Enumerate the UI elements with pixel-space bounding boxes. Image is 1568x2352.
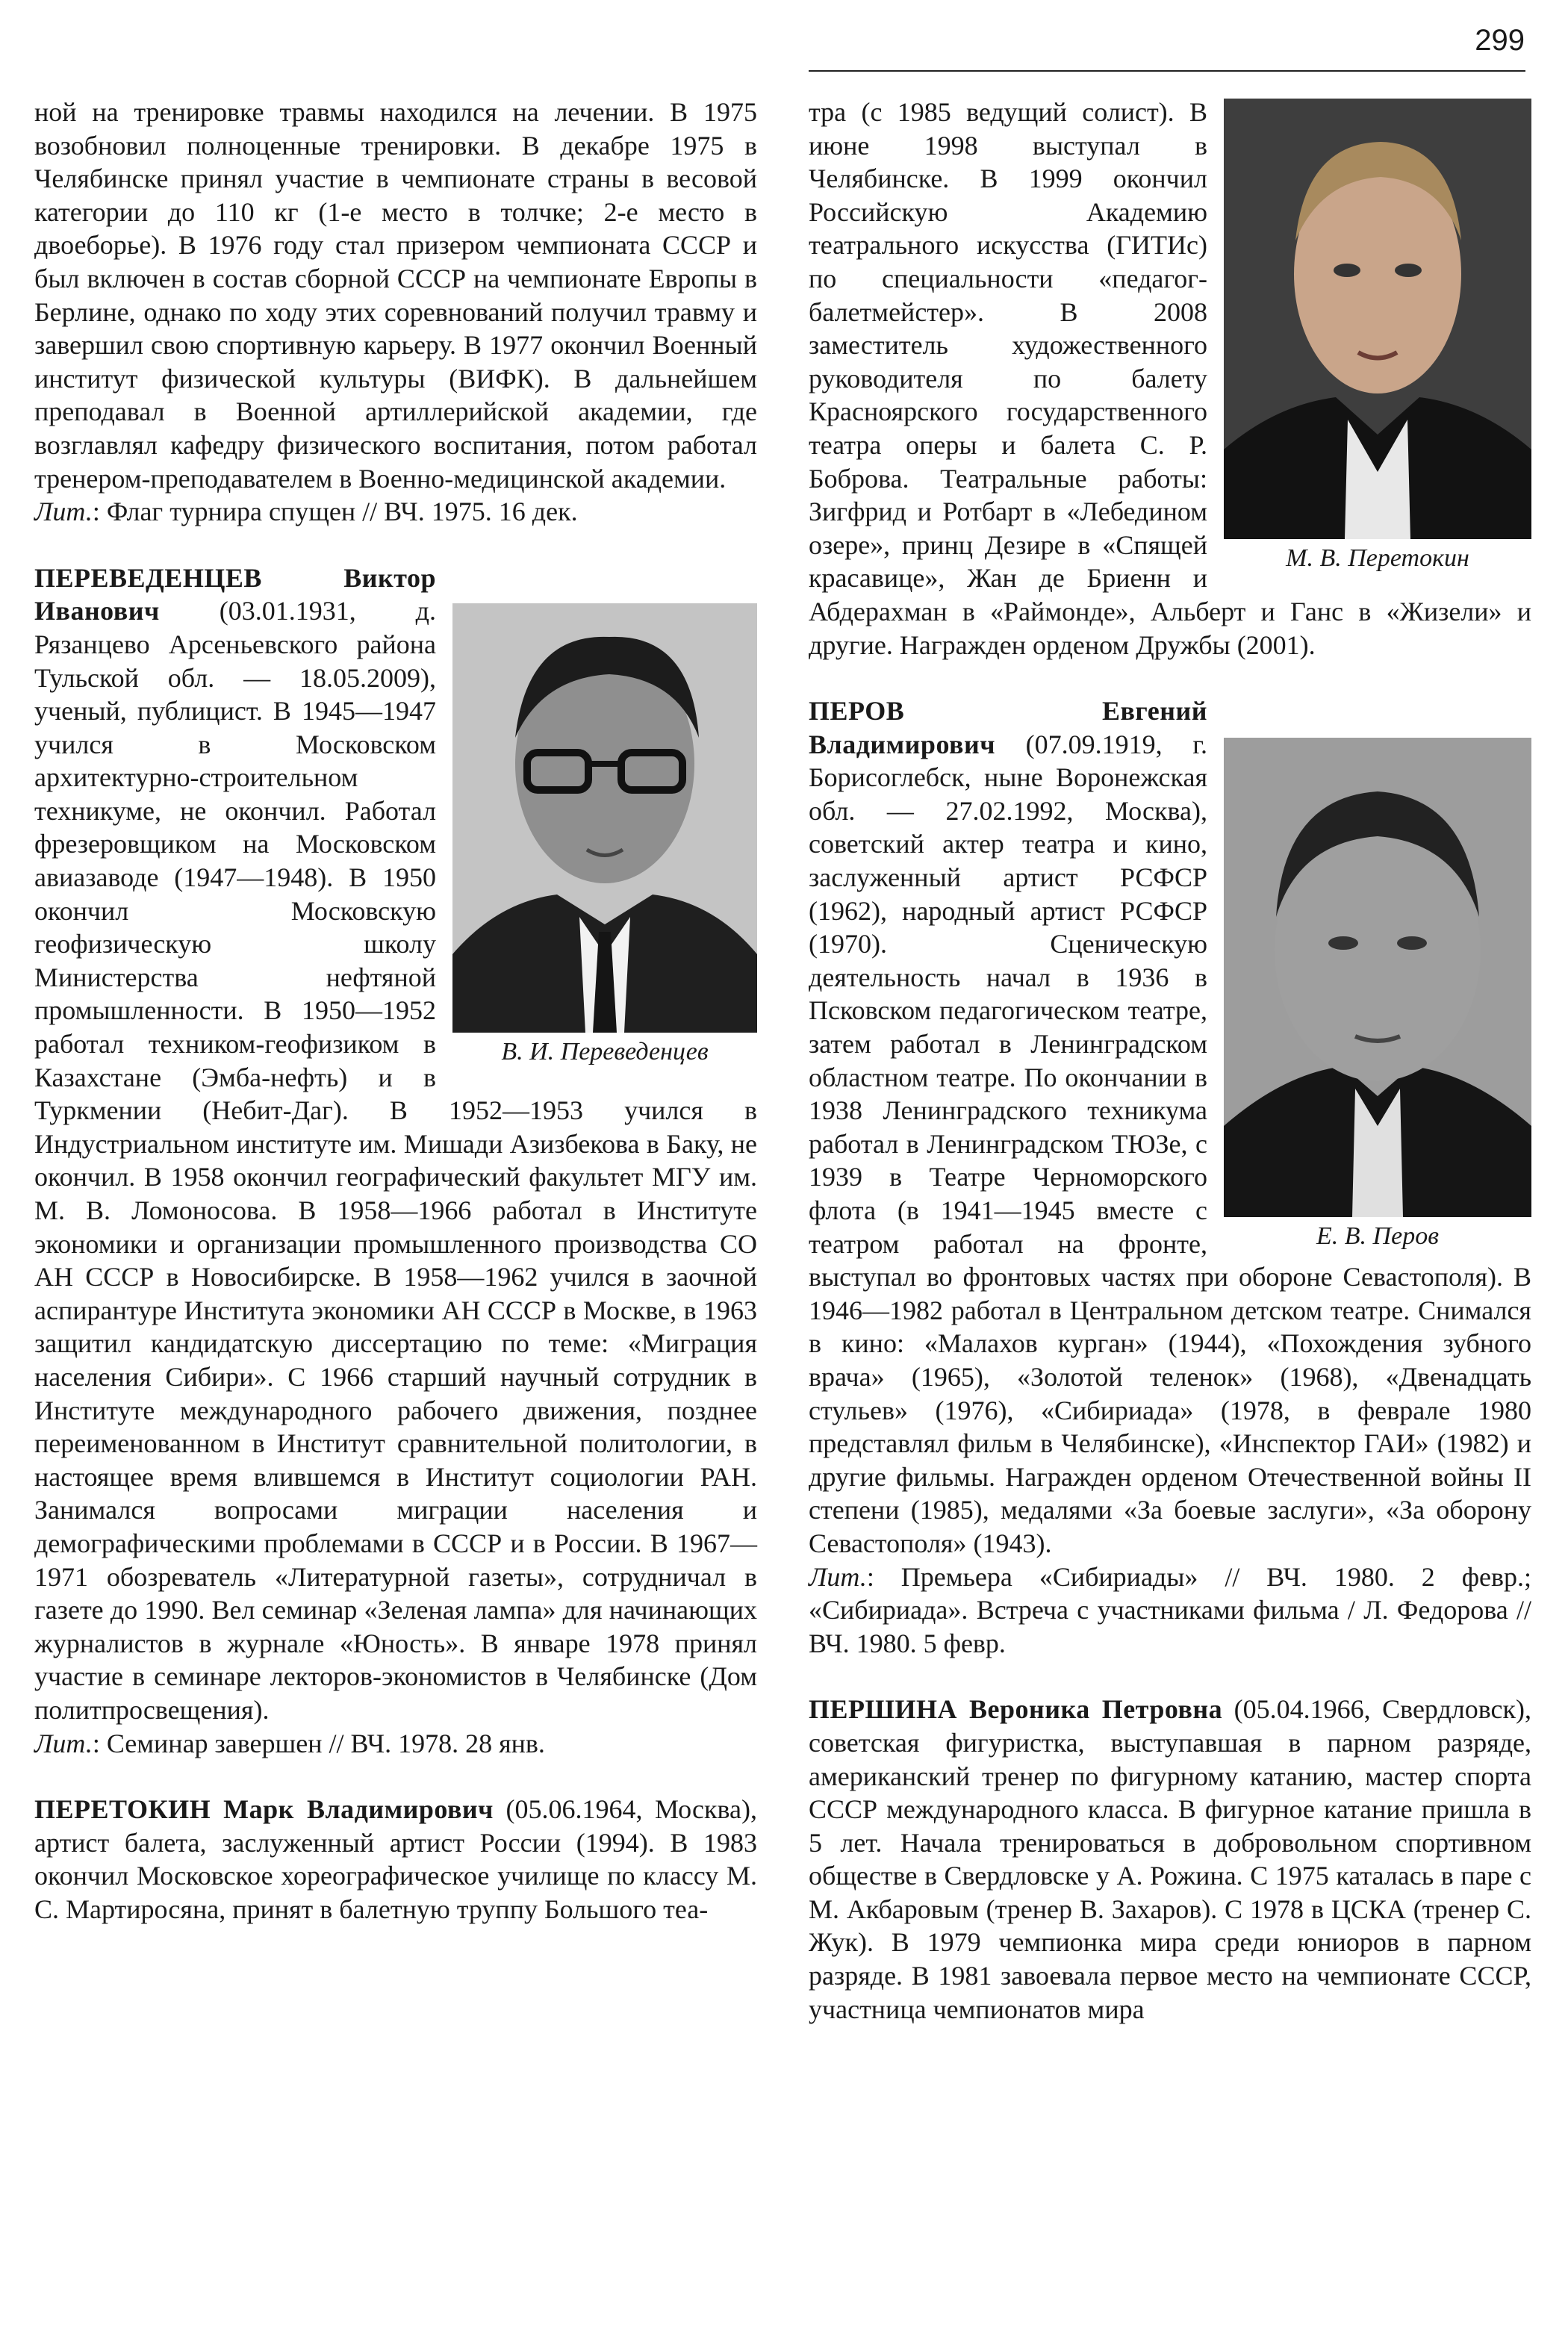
entry-text-pereveden: (03.01.1931, д. Рязанцево Арсеньевского района Тульской обл. — 18.05.2009), ученый, публицист. В 1945—1947 учился в Московском архитектурно-строительном техникуме, не окончил. Работал фрезеровщиком на Московском авиазаводе (1947—1948). В 1950 окончил Московскую геофизическую школу Министерства нефтяной промышленности. В 1950—1952 работал техником-геофизиком в Казахстане (Эмба-нефть) и в Туркмении (Небит-Даг). В 1952—1953 учился в Индустриальном институте им. Мишади Азизбекова в Баку, не окончил. В 1958 окончил географический факультет МГУ им. М. В. Ломоносова. В 1958—1966 работал в Институте экономики и организации промышленного производства СО АН СССР в Новосибирске. В 1958—1962 учился в заочной аспирантуре Института экономики АН СССР в Москве, в 1963 защитил кандидатскую диссертацию по теме: «Миграция населения Сибири». С 1966 старший научный сотрудник в Институте международного рабочего движения, позднее переименованном в Институт сравнительной политологии, в настоящее время влившемся в Институт социологии РАН. Занимался вопросами миграции населения и демографическими проблемами в СССР и в России. В 1967—1971 обозреватель «Литературной газеты», сотрудничал в газете до 1990. Вел семинар «Зеленая лампа» для начинающих журналистов в журнале «Юность». В январе 1978 принял участие в семинаре лекторов-экономистов в Челябинске (Дом политпросвещения). (34, 596, 757, 1725)
literature-ref-perov (809, 1561, 1531, 1661)
left-column (34, 96, 757, 1926)
caption-perov: Е. В. Перов (1316, 1222, 1439, 1251)
lit-label: Лит. (34, 1728, 93, 1758)
entry-text-peretokin-cont: тра (с 1985 ведущий солист). В июне 1998 выступал в Челябинске. В 1999 окончил Российскую Академию театрального искусства (ГИТИс) по специальности «педагог-балетмейстер». В 2008 заместитель художественного руководителя по балету Красноярского государственного театра оперы и балета С. Р. Боброва. Театральные работы: Зигфрид и Ротбарт в «Лебедином озере», принц Дезире в «Спящей красавице», Жан де Бриенн и Абдерахман в «Раймонде», Альберт и Ганс в «Жизели» и другие. Награжден орденом Дружбы (2001). (809, 97, 1531, 660)
portrait-pereveden (452, 603, 757, 1033)
entry-pershina (809, 1693, 1531, 2026)
lit-text: : Флаг турнира спущен // ВЧ. 1975. 16 дек. (92, 497, 578, 527)
entry-perov (809, 694, 1531, 1560)
entry-peretokin-continued (809, 96, 1531, 662)
photo-peretokin-box (1224, 99, 1531, 573)
entry-pereveden (34, 561, 757, 1727)
photo-pereveden-box (452, 603, 757, 1067)
entry-name-perov: ПЕРОВ Евгений Владимирович (809, 696, 1207, 759)
entry-peretokin (34, 1793, 757, 1926)
continued-entry-text: ной на тренировке травмы находился на лечении. В 1975 возобновил полноценные тренировки. В декабре 1975 в Челябинске принял участие в чемпионате страны в весовой категории до 110 кг (1-е место в толчке; 2-е место в двоеборье). В 1976 году стал призером чемпионата СССР и был включен в состав сборной СССР на чемпионате Европы в Берлине, однако по ходу этих соревнований получил травму и завершил свою спортивную карьеру. В 1977 окончил Военный институт физической культуры (ВИФК). В дальнейшем преподавал в Военной артиллерийской академии, где возглавлял кафедру физического воспитания, потом работал тренером-преподавателем в Военно-медицинской академии. (34, 97, 757, 494)
literature-ref-pereveden (34, 1727, 757, 1761)
entry-name-pershina: ПЕРШИНА Вероника Петровна (809, 1694, 1223, 1725)
portrait-peretokin (1224, 99, 1531, 539)
portrait-perov (1224, 738, 1531, 1217)
photo-perov-box (1224, 738, 1531, 1251)
literature-ref (34, 495, 757, 529)
lit-text: : Семинар завершен // ВЧ. 1978. 28 янв. (92, 1728, 545, 1758)
entry-text-peretokin: (05.06.1964, Москва), артист балета, заслуженный артист России (1994). В 1983 окончил Московское хореографическое училище по классу М. С. Мартиросяна, принят в балетную труппу Большого теа- (34, 1794, 757, 1924)
lit-text: : Премьера «Сибириады» // ВЧ. 1980. 2 февр.; «Сибириада». Встреча с участниками фильма / Л. Федорова // ВЧ. 1980. 5 февр. (809, 1561, 1531, 1658)
entry-text-pershina: (05.04.1966, Свердловск), советская фигуристка, выступавшая в парном разряде, американский тренер по фигурному катанию, мастер спорта СССР международного класса. В фигурное катание пришла в 5 лет. Начала тренироваться в добровольном спортивном обществе в Свердловске у А. Рожина. С 1975 каталась в паре с М. Акбаровым (тренер В. Захаров). С 1978 в ЦСКА (тренер С. Жук). В 1979 чемпионка мира среди юниоров в парном разряде. В 1981 завоевала первое место на чемпионате СССР, участница чемпионатов мира (809, 1694, 1531, 2024)
caption-peretokin: М. В. Перетокин (1286, 544, 1469, 572)
right-column (809, 96, 1531, 2026)
lit-label: Лит. (34, 497, 93, 527)
caption-pereveden: В. И. Переведенцев (501, 1037, 709, 1065)
lit-label: Лит. (809, 1561, 867, 1592)
entry-name-pereveden: ПЕРЕВЕДЕНЦЕВ Виктор Иванович (34, 562, 436, 626)
page-number: 299 (1475, 24, 1525, 57)
entry-name-peretokin: ПЕРЕТОКИН Марк Владимирович (34, 1794, 494, 1825)
header-rule (809, 70, 1525, 72)
entry-text-perov: (07.09.1919, г. Борисоглебск, ныне Воронежская обл. — 27.02.1992, Москва), советский актер театра и кино, заслуженный артист РСФСР (1962), народный артист РСФСР (1970). Сценическую деятельность начал в 1936 в Псковском педагогическом театре, затем работал в Ленинградском областном театре. По окончании в 1938 Ленинградского техникума работал в Ленинградском ТЮЗе, с 1939 в Театре Черноморского флота (в 1941—1945 вместе с театром работал на фронте, выступал во фронтовых частях при обороне Севастополя). В 1946—1982 работал в Центральном детском театре. Снимался в кино: «Малахов курган» (1944), «Похождения зубного врача» (1965), «Золотой теленок» (1968), «Двенадцать стульев» (1976), «Сибириада» (1978, в феврале 1980 представлял фильм в Челябинске), «Инспектор ГАИ» (1982) и другие фильмы. Награжден орденом Отечественной войны II степени (1985), медалями «За боевые заслуги», «За оборону Севастополя» (1943). (809, 729, 1531, 1558)
